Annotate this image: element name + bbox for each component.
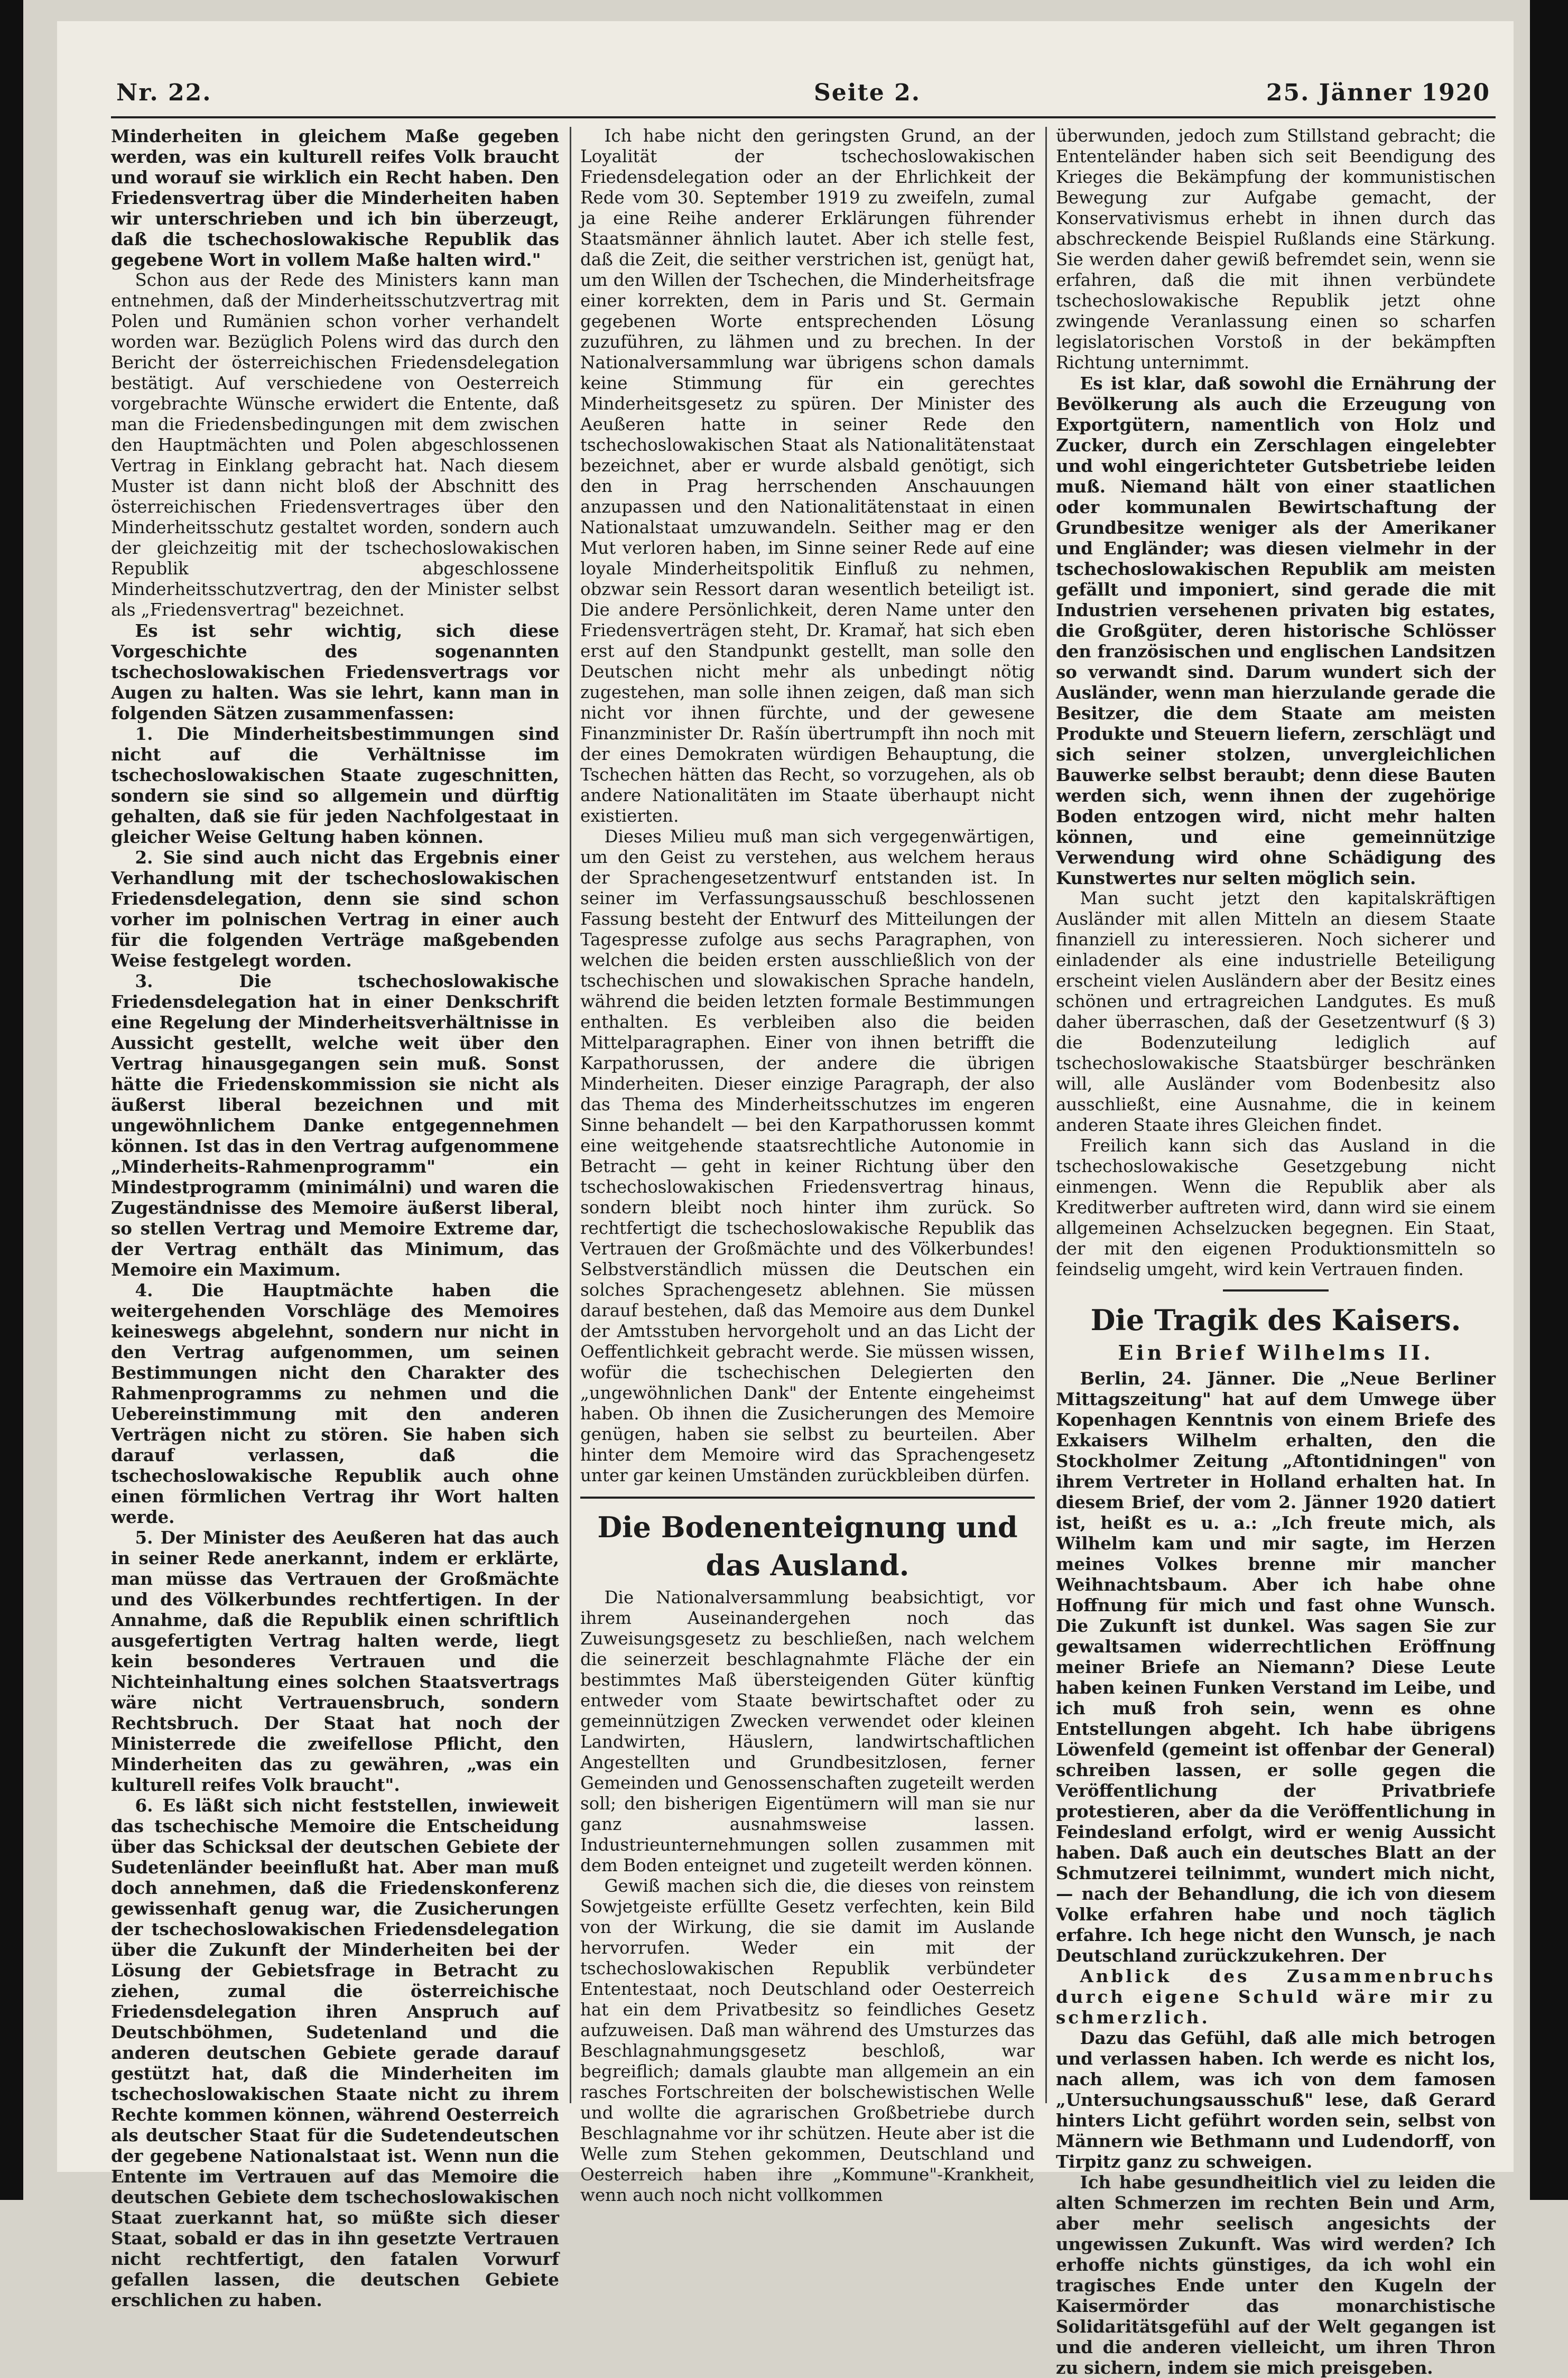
article-separator-short-rule xyxy=(1223,1289,1329,1292)
column-3 xyxy=(1056,126,1496,2378)
col1-paragraph-3: Es ist sehr wichtig, sich diese Vorgeschichte des sogenannten tschechoslowakischen Friedensvertrags vor Augen zu halten. Was sie lehrt, kann man in folgenden Sätzen zusammenfassen: xyxy=(111,620,559,723)
col1-point-4: 4. Die Hauptmächte haben die weitergehenden Vorschläge des Memoires keineswegs abgelehnt, sondern nur nicht in den Vertrag aufgenommen, um seinen Bestimmungen nicht den Charakter des Rahmenprogramms zu nehmen und die Uebereinstimmung mit den anderen Verträgen nicht zu stören. Sie haben sich darauf verlassen, daß die tschechoslowakische Republik auch ohne einen förmlichen Vertrag ihr Wort halten werde. xyxy=(111,1280,559,1527)
page-number: Seite 2. xyxy=(814,79,921,106)
col3-paragraph-3: Man sucht jetzt den kapitalskräftigen Ausländer mit allen Mitteln an diesem Staate finanziell zu interessieren. Noch sicherer und einladender als eine industrielle Beteiligung erscheint vielen Ausländern aber der Besitz eines schönen und ertragreichen Landgutes. Es muß daher überraschen, daß der Gesetzentwurf (§ 3) die Bodenzuteilung lediglich auf tschechoslowakische Staatsbürger beschränken will, alle Ausländer vom Bodenbesitz also ausschließt, eine Ausnahme, die in keinem anderen Staate ihres Gleichen findet. xyxy=(1056,888,1496,1135)
col1-paragraph-2: Schon aus der Rede des Ministers kann man entnehmen, daß der Minderheitsschutzvertrag mit Polen und Rumänien schon vorher verhandelt worden war. Bezüglich Polens wird das durch den Bericht der österreichischen Friedensdelegation bestätigt. Auf verschiedene von Oesterreich vorgebrachte Wünsche erwidert die Entente, daß man die Friedensbedingungen mit dem zwischen den Hauptmächten und Polen abgeschlossenen Vertrag in Einklang gebracht hat. Nach diesem Muster ist dann nicht bloß der Abschnitt des österreichischen Friedensvertrages über den Minderheitsschutz gestaltet worden, sondern auch der gleichzeitig mit der tschechoslowakischen Republik abgeschlossene Minderheitsschutzvertrag, den der Minister selbst als „Friedensvertrag" bezeichnet. xyxy=(111,270,559,620)
column-divider-2 xyxy=(1045,127,1047,2103)
col3-paragraph-8: Ich habe gesundheitlich viel zu leiden die alten Schmerzen im rechten Bein und Arm, aber mehr seelisch angesichts der ungewissen Zukunft. Was wird werden? Ich erhoffe nichts günstiges, da ich wohl ein tragisches Ende unter den Kugeln der Kaisermörder das monarchistische Solidaritätsgefühl auf der Welt gegangen ist und die anderen vielleicht, um ihren Thron zu sichern, indem sie mich preisgeben. xyxy=(1056,2172,1496,2378)
col1-point-1: 1. Die Minderheitsbestimmungen sind nicht auf die Verhältnisse im tschechoslowakischen Staate zugeschnitten, sondern sie sind so allgemein und dürftig gehalten, daß sie für jeden Nachfolgestaat in gleicher Weise Geltung haben können. xyxy=(111,723,559,847)
col1-point-2: 2. Sie sind auch nicht das Ergebnis einer Verhandlung mit der tschechoslowakischen Friedensdelegation, denn sie sind schon vorher im polnischen Vertrag in einer auch für die folgenden Verträge maßgebenden Weise festgelegt worden. xyxy=(111,847,559,971)
col3-paragraph-2: Es ist klar, daß sowohl die Ernährung der Bevölkerung als auch die Erzeugung von Exportgütern, namentlich von Holz und Zucker, durch ein Zerschlagen eingelebter und wohl eingerichteter Gutsbetriebe leiden muß. Niemand hält von einer staatlichen oder kommunalen Bewirtschaftung der Grundbesitze weniger als der Amerikaner und Engländer; was diesen vielmehr in der tschechoslowakischen Republik am meisten gefällt und imponiert, sind gerade die mit Industrien versehenen privaten big estates, die Großgüter, deren historische Schlösser den französischen und englischen Landsitzen so verwandt sind. Darum wundert sich der Ausländer, wenn man hierzulande gerade die Besitzer, die dem Staate am meisten Produkte und Steuern liefern, zerschlägt und sich seiner stolzen, unvergleichlichen Bauwerke selbst beraubt; denn diese Bauten werden sich, wenn ihnen der zugehörige Boden entzogen wird, nicht mehr halten können, und eine gemeinnützige Verwendung wird ohne Schädigung des Kunstwertes nur selten möglich sein. xyxy=(1056,373,1496,888)
header-rule xyxy=(111,116,1496,118)
col1-point-6: 6. Es läßt sich nicht feststellen, inwieweit das tschechische Memoire die Entscheidung über das Schicksal der deutschen Gebiete der Sudetenländer beeinflußt hat. Aber man muß doch annehmen, daß die Friedenskonferenz gewissenhaft genug war, die Zusicherungen der tschechoslowakischen Friedensdelegation über die Zukunft der Minderheiten bei der Lösung der Gebietsfrage in Betracht zu ziehen, zumal die österreichische Friedensdelegation ihren Anspruch auf Deutschböhmen, Sudetenland und die anderen deutschen Gebiete gerade darauf gestützt hat, daß die Minderheiten im tschechoslowakischen Staate nicht zu ihrem Rechte kommen können, während Oesterreich als deutscher Staat für die Sudetendeutschen der gegebene Nationalstaat ist. Wenn nun die Entente im Vertrauen auf das Memoire die deutschen Gebiete dem tschechoslowakischen Staat zuerkannt hat, so müßte sich dieser Staat, sobald er das in ihn gesetzte Vertrauen nicht rechtfertigt, den fatalen Vorwurf gefallen lassen, die deutschen Gebiete erschlichen zu haben. xyxy=(111,1795,559,2310)
column-1 xyxy=(111,126,559,2310)
col3-paragraph-7: Dazu das Gefühl, daß alle mich betrogen und verlassen haben. Ich werde es nicht los, nach allem, was ich von dem famosen „Untersuchungsausschuß" lese, daß Gerard hinters Licht geführt worden sein, selbst von Männern wie Bethmann und Ludendorff, von Tirpitz ganz zu schweigen. xyxy=(1056,2028,1496,2172)
page-header xyxy=(116,79,1490,122)
col1-point-5: 5. Der Minister des Aeußeren hat das auch in seiner Rede anerkannt, indem er erklärte, man müsse das Vertrauen der Großmächte und des Völkerbundes rechtfertigen. In der Annahme, daß die Republik einen schriftlich ausgefertigten Vertrag halten werde, liegt kein besonderes Vertrauen und die Nichteinhaltung eines solchen Staatsvertrags wäre nicht Vertrauensbruch, sondern Rechtsbruch. Der Staat hat noch der Ministerrede die zweifellose Pflicht, den Minderheiten das zu gewähren, „was ein kulturell reifes Volk braucht". xyxy=(111,1527,559,1795)
col2-paragraph-3: Die Nationalversammlung beabsichtigt, vor ihrem Auseinandergehen noch das Zuweisungsgesetz zu beschließen, nach welchem die seinerzeit beschlagnahmte Fläche der ein bestimmtes Maß übersteigenden Güter künftig entweder vom Staate bewirtschaftet oder zu gemeinnützigen Zwecken verwendet oder kleinen Landwirten, Häuslern, landwirtschaftlichen Angestellten und Grundbesitzlosen, ferner Gemeinden und Genossenschaften zugeteilt werden soll; den bisherigen Eigentümern will man sie nur ganz ausnahmsweise lassen. Industrieunternehmungen sollen zusammen mit dem Boden enteignet und zugeteilt werden können. xyxy=(580,1587,1035,1875)
article-subtitle: Ein Brief Wilhelms II. xyxy=(1118,1341,1434,1364)
article-title-tragik: Die Tragik des Kaisers. xyxy=(1090,1303,1461,1337)
column-2 xyxy=(580,126,1035,2206)
col2-paragraph-1: Ich habe nicht den geringsten Grund, an der Loyalität der tschechoslowakischen Friedensdelegation oder an der Ehrlichkeit der Rede vom 30. September 1919 zu zweifeln, zumal ja eine Reihe anderer Erklärungen führender Staatsmänner ähnlich lautet. Aber ich stelle fest, daß die Zeit, die seither verstrichen ist, genügt hat, um den Willen der Tschechen, die Minderheitsfrage einer korrekten, dem in Paris und St. Germain gegebenen Worte entsprechenden Lösung zuzuführen, zu lähmen und zu brechen. In der Nationalversammlung war übrigens schon damals keine Stimmung für ein gerechtes Minderheitsgesetz zu spüren. Der Minister des Aeußeren hatte in seiner Rede den tschechoslowakischen Staat als Nationalitätenstaat bezeichnet, aber er wurde alsbald genötigt, sich den in Prag herrschenden Anschauungen anzupassen und den Nationalitätenstaat in einen Nationalstaat umzuwandeln. Seither mag er den Mut verloren haben, im Sinne seiner Rede auf eine loyale Minderheitspolitik Einfluß zu nehmen, obzwar sein Ressort daran wesentlich beteiligt ist. Die andere Persönlichkeit, deren Name unter den Friedensverträgen steht, Dr. Kramař, hat sich eben erst auf den Standpunkt gestellt, man solle den Deutschen nicht mehr als unbedingt nötig zugestehen, man solle ihnen zeigen, daß man sich nicht vor ihnen fürchte, und der gewesene Finanzminister Dr. Rašín übertrumpft ihn noch mit der eines Demokraten würdigen Behauptung, die Tschechen hätten das Recht, so vorzugehen, als ob andere Nationalitäten im Staate überhaupt nicht existierten. xyxy=(580,126,1035,826)
col3-paragraph-4: Freilich kann sich das Ausland in die tschechoslowakische Gesetzgebung nicht einmengen. Wenn die Republik aber als Kreditwerber auftreten wird, dann wird sie einem allgemeinen Achselzucken begegnen. Ein Staat, der mit den eigenen Produktionsmitteln so feindselig umgeht, wird kein Vertrauen finden. xyxy=(1056,1136,1496,1279)
scan-edge-left xyxy=(0,0,23,2200)
issue-number: Nr. 22. xyxy=(116,79,212,106)
issue-date: 25. Jänner 1920 xyxy=(1266,79,1490,106)
scan-edge-right xyxy=(1530,0,1568,2200)
column-divider-1 xyxy=(570,127,571,2103)
col3-paragraph-6: Anblick des Zusammenbruchs durch eigene Schuld wäre mir zu schmerzlich. xyxy=(1056,1966,1496,2028)
article-separator-rule xyxy=(580,1497,1035,1499)
article-title-bodenenteignung: Die Bodenenteignung und das Ausland. xyxy=(597,1510,1018,1582)
col2-paragraph-2: Dieses Milieu muß man sich vergegenwärtigen, um den Geist zu verstehen, aus welchem heraus der Sprachengesetzentwurf entstanden ist. In seiner im Verfassungsausschuß beschlossenen Fassung besteht der Entwurf des Mitteilungen der Tagespresse zufolge aus sechs Paragraphen, von welchen die beiden ersten ausschließlich von der tschechischen und slowakischen Sprache handeln, während die beiden letzten formale Bestimmungen enthalten. Es verbleiben also die beiden Mittelparagraphen. Einer von ihnen betrifft die Karpathorussen, der andere die übrigen Minderheiten. Dieser einzige Paragraph, der also das Thema des Minderheitsschutzes im engeren Sinne behandelt — bei den Karpathorussen kommt eine weitgehende staatsrechtliche Autonomie in Betracht — geht in keiner Richtung über den tschechoslowakischen Friedensvertrag hinaus, sondern bleibt noch hinter ihm zurück. So rechtfertigt die tschechoslowakische Republik das Vertrauen der Großmächte und des Völkerbundes! Selbstverständlich müssen die Deutschen ein solches Sprachengesetz ablehnen. Sie müssen darauf bestehen, daß das Memoire aus dem Dunkel der Amtsstuben hervorgeholt und an das Licht der Oeffentlichkeit gebracht werde. Sie müssen wissen, wofür die tschechischen Delegierten den „ungewöhnlichen Dank" der Entente eingeheimst haben. Ob ihnen die Zusicherungen des Memoire genügen, haben sie selbst zu beurteilen. Aber hinter dem Memoire wird das Sprachengesetz unter gar keinen Umständen zurückbleiben dürfen. xyxy=(580,826,1035,1485)
col2-paragraph-4: Gewiß machen sich die, die dieses von reinstem Sowjetgeiste erfüllte Gesetz verfechten, kein Bild von der Wirkung, die sie damit im Auslande hervorrufen. Weder ein mit der tschechoslowakischen Republik verbündeter Ententestaat, noch Deutschland oder Oesterreich hat ein dem Privatbesitz so feindliches Gesetz aufzuweisen. Daß man während des Umsturzes das Beschlagnahmungsgesetz beschloß, war begreiflich; damals glaubte man allgemein an ein rasches Fortschreiten der bolschewistischen Welle und wollte die agrarischen Großbetriebe durch Beschlagnahme vor ihr schützen. Heute aber ist die Welle zum Stehen gekommen, Deutschland und Oesterreich haben ihre „Kommune"-Krankheit, wenn auch noch nicht vollkommen xyxy=(580,1876,1035,2205)
col1-point-3: 3. Die tschechoslowakische Friedensdelegation hat in einer Denkschrift eine Regelung der Minderheitsverhältnisse in Aussicht gestellt, welche weit über den Vertrag hinausgegangen sein muß. Sonst hätte die Friedenskommission sie nicht als äußerst liberal bezeichnen und mit ungewöhnlichem Danke entgegennehmen können. Ist das in den Vertrag aufgenommene „Minderheits-Rahmenprogramm" ein Mindestprogramm (minimálni) und waren die Zugeständnisse des Memoire äußerst liberal, so stellen Vertrag und Memoire Extreme dar, der Vertrag enthält das Minimum, das Memoire ein Maximum. xyxy=(111,971,559,1280)
col1-paragraph-1: Minderheiten in gleichem Maße gegeben werden, was ein kulturell reifes Volk braucht und worauf sie wirklich ein Recht haben. Den Friedensvertrag über die Minderheiten haben wir unterschrieben und ich bin überzeugt, daß die tschechoslowakische Republik das gegebene Wort in vollem Maße halten wird." xyxy=(111,126,559,270)
col3-paragraph-5: Berlin, 24. Jänner. Die „Neue Berliner Mittagszeitung" hat auf dem Umwege über Kopenhagen Kenntnis von einem Briefe des Exkaisers Wilhelm erhalten, den die Stockholmer Zeitung „Aftontidningen" von ihrem Vertreter in Holland erhalten hat. In diesem Brief, der vom 2. Jänner 1920 datiert ist, heißt es u. a.: „Ich freute mich, als Wilhelm kam und mir sagte, im Herzen meines Volkes brenne mir mancher Weihnachtsbaum. Aber ich habe ohne Hoffnung für mich und fast ohne Wunsch. Die Zukunft ist dunkel. Was sagen Sie zur gewaltsamen widerrechtlichen Eröffnung meiner Briefe an Niemann? Diese Leute haben keinen Funken Verstand im Leibe, und ich muß froh sein, wenn es ohne Entstellungen abgeht. Ich habe übrigens Löwenfeld (gemeint ist offenbar der General) schreiben lassen, er solle gegen die Veröffentlichung der Privatbriefe protestieren, aber da die Veröffentlichung in Feindesland erfolgt, wird er wenig Aussicht haben. Daß auch ein deutsches Blatt an der Schmutzerei teilnimmt, wundert mich nicht, — nach der Behandlung, die ich von diesem Volke erfahren habe und noch täglich erfahre. Ich hege nicht den Wunsch, je nach Deutschland zurückzukehren. Der xyxy=(1056,1368,1496,1966)
col3-paragraph-1: überwunden, jedoch zum Stillstand gebracht; die Ententeländer haben sich seit Beendigung des Krieges die Bekämpfung der kommunistischen Bewegung zur Aufgabe gemacht, der Konservativismus erhebt in ihnen durch das abschreckende Beispiel Rußlands eine Stärkung. Sie werden daher gewiß befremdet sein, wenn sie erfahren, daß die mit ihnen verbündete tschechoslowakische Republik jetzt ohne zwingende Veranlassung einen so scharfen legislatorischen Vorstoß in der bekämpften Richtung unternimmt. xyxy=(1056,126,1496,373)
